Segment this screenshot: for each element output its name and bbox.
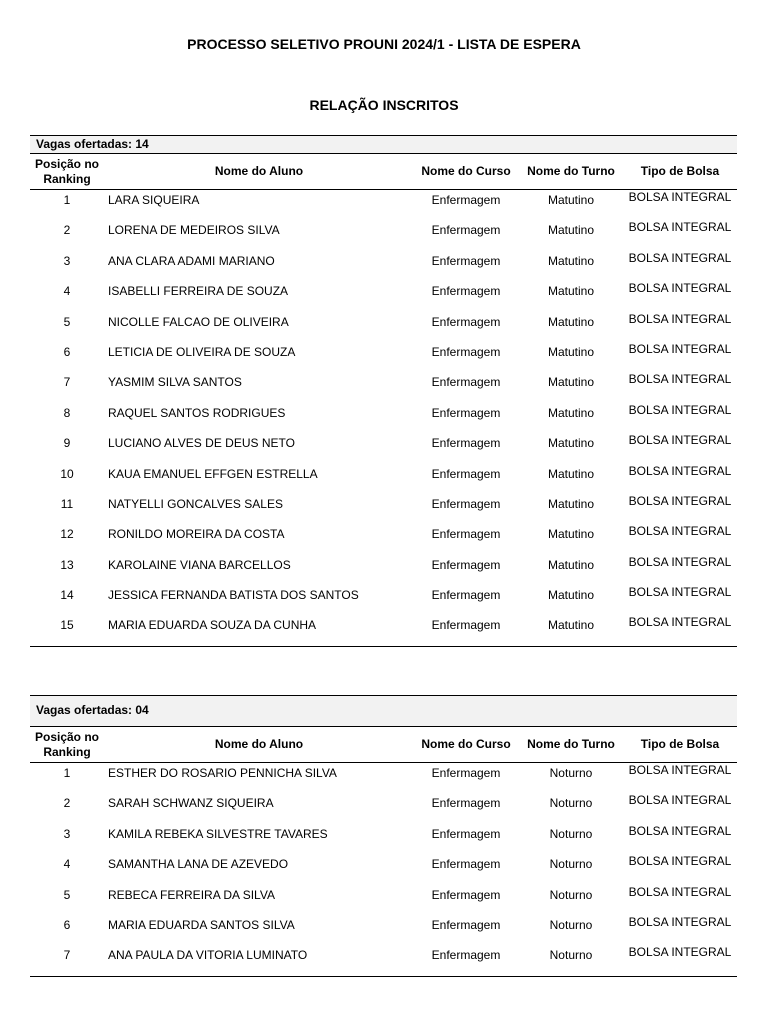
cell-posicao: 5 <box>63 314 71 329</box>
cell-nome: ANA PAULA DA VITORIA LUMINATO <box>108 948 308 963</box>
document-title: PROCESSO SELETIVO PROUNI 2024/1 - LISTA DE ESPERA <box>187 36 581 52</box>
header-turno: Nome do Turno <box>527 164 615 178</box>
cell-nome: MARIA EDUARDA SOUZA DA CUNHA <box>108 618 317 633</box>
cell-nome: SARAH SCHWANZ SIQUEIRA <box>108 796 274 811</box>
cell-nome: YASMIM SILVA SANTOS <box>108 375 242 390</box>
table-row <box>30 220 737 250</box>
cell-bolsa: BOLSA INTEGRAL <box>628 372 732 387</box>
section-matutino <box>30 135 737 647</box>
cell-bolsa: BOLSA INTEGRAL <box>628 884 732 899</box>
cell-curso: Enfermagem <box>431 948 501 963</box>
document-subtitle: RELAÇÃO INSCRITOS <box>309 97 459 113</box>
cell-curso: Enfermagem <box>431 284 501 299</box>
cell-turno: Matutino <box>547 588 595 603</box>
cell-bolsa: BOLSA INTEGRAL <box>628 311 732 326</box>
section-noturno <box>30 695 737 977</box>
table-row <box>30 251 737 281</box>
cell-curso: Enfermagem <box>431 405 501 420</box>
vagas-ofertadas: Vagas ofertadas: 14 <box>30 135 737 154</box>
cell-turno: Noturno <box>549 766 593 780</box>
table-row <box>30 945 737 975</box>
cell-posicao: 7 <box>63 948 71 963</box>
cell-turno: Noturno <box>549 796 593 811</box>
header-bolsa: Tipo de Bolsa <box>640 164 720 178</box>
table-row <box>30 885 737 915</box>
table-header <box>30 154 737 190</box>
cell-turno: Matutino <box>547 557 595 572</box>
table-row <box>30 585 737 615</box>
cell-curso: Enfermagem <box>431 826 501 841</box>
cell-curso: Enfermagem <box>431 253 501 268</box>
cell-curso: Enfermagem <box>431 466 501 481</box>
table-row <box>30 312 737 342</box>
cell-bolsa: BOLSA INTEGRAL <box>628 250 732 265</box>
cell-nome: LORENA DE MEDEIROS SILVA <box>108 223 280 238</box>
cell-turno: Noturno <box>549 948 593 963</box>
vagas-ofertadas: Vagas ofertadas: 04 <box>30 695 737 727</box>
cell-posicao: 2 <box>63 796 71 811</box>
cell-turno: Matutino <box>547 284 595 299</box>
table-row <box>30 372 737 402</box>
cell-posicao: 7 <box>63 375 71 390</box>
cell-bolsa: BOLSA INTEGRAL <box>628 554 732 569</box>
cell-nome: ESTHER DO ROSARIO PENNICHA SILVA <box>108 766 337 780</box>
table-row <box>30 433 737 463</box>
table-row <box>30 824 737 854</box>
cell-posicao: 1 <box>63 766 71 780</box>
cell-bolsa: BOLSA INTEGRAL <box>628 281 732 296</box>
table-row <box>30 763 737 793</box>
cell-bolsa: BOLSA INTEGRAL <box>628 945 732 960</box>
cell-turno: Matutino <box>547 344 595 359</box>
cell-curso: Enfermagem <box>431 917 501 932</box>
cell-turno: Matutino <box>547 405 595 420</box>
cell-nome: ANA CLARA ADAMI MARIANO <box>108 253 275 268</box>
cell-posicao: 4 <box>63 857 71 872</box>
header-curso: Nome do Curso <box>421 164 511 178</box>
cell-turno: Noturno <box>549 857 593 872</box>
cell-turno: Matutino <box>547 314 595 329</box>
table-row <box>30 190 737 220</box>
table-body <box>30 190 737 647</box>
cell-curso: Enfermagem <box>431 193 501 207</box>
cell-bolsa: BOLSA INTEGRAL <box>628 402 732 417</box>
table-row <box>30 793 737 823</box>
cell-curso: Enfermagem <box>431 618 501 633</box>
cell-nome: NATYELLI GONCALVES SALES <box>108 496 283 511</box>
cell-bolsa: BOLSA INTEGRAL <box>628 823 732 838</box>
cell-nome: NICOLLE FALCAO DE OLIVEIRA <box>108 314 289 329</box>
cell-nome: LARA SIQUEIRA <box>108 193 200 207</box>
cell-nome: MARIA EDUARDA SANTOS SILVA <box>108 917 295 932</box>
table-header <box>30 727 737 763</box>
cell-posicao: 4 <box>63 284 71 299</box>
cell-curso: Enfermagem <box>431 436 501 451</box>
cell-nome: LETICIA DE OLIVEIRA DE SOUZA <box>108 344 296 359</box>
cell-curso: Enfermagem <box>431 496 501 511</box>
cell-nome: SAMANTHA LANA DE AZEVEDO <box>108 857 289 872</box>
cell-bolsa: BOLSA INTEGRAL <box>628 463 732 478</box>
cell-posicao: 6 <box>63 344 71 359</box>
cell-posicao: 9 <box>63 436 71 451</box>
cell-turno: Matutino <box>547 193 595 207</box>
cell-curso: Enfermagem <box>431 766 501 780</box>
cell-nome: KAMILA REBEKA SILVESTRE TAVARES <box>108 826 328 841</box>
cell-turno: Matutino <box>547 223 595 238</box>
cell-bolsa: BOLSA INTEGRAL <box>628 190 732 204</box>
cell-nome: KAUA EMANUEL EFFGEN ESTRELLA <box>108 466 318 481</box>
cell-nome: LUCIANO ALVES DE DEUS NETO <box>108 436 295 451</box>
table-row <box>30 915 737 945</box>
table-row <box>30 403 737 433</box>
cell-turno: Noturno <box>549 826 593 841</box>
cell-curso: Enfermagem <box>431 588 501 603</box>
cell-turno: Noturno <box>549 917 593 932</box>
cell-turno: Matutino <box>547 436 595 451</box>
table-row <box>30 494 737 524</box>
header-curso: Nome do Curso <box>421 737 511 751</box>
cell-posicao: 5 <box>63 887 71 902</box>
cell-posicao: 1 <box>63 193 71 207</box>
cell-bolsa: BOLSA INTEGRAL <box>628 615 732 630</box>
cell-nome: RONILDO MOREIRA DA COSTA <box>108 527 285 542</box>
cell-posicao: 6 <box>63 917 71 932</box>
cell-nome: ISABELLI FERREIRA DE SOUZA <box>108 284 289 299</box>
cell-turno: Matutino <box>547 527 595 542</box>
cell-nome: JESSICA FERNANDA BATISTA DOS SANTOS <box>108 588 359 603</box>
cell-posicao: 3 <box>63 826 71 841</box>
cell-curso: Enfermagem <box>431 857 501 872</box>
header-nome: Nome do Aluno <box>214 164 304 178</box>
header-bolsa: Tipo de Bolsa <box>640 737 720 751</box>
cell-nome: REBECA FERREIRA DA SILVA <box>108 887 275 902</box>
header-nome: Nome do Aluno <box>214 737 304 751</box>
cell-turno: Matutino <box>547 253 595 268</box>
table-row <box>30 281 737 311</box>
cell-bolsa: BOLSA INTEGRAL <box>628 493 732 508</box>
header-turno: Nome do Turno <box>527 737 615 751</box>
table-row <box>30 342 737 372</box>
cell-bolsa: BOLSA INTEGRAL <box>628 341 732 356</box>
table-row <box>30 854 737 884</box>
cell-turno: Matutino <box>547 375 595 390</box>
cell-curso: Enfermagem <box>431 344 501 359</box>
cell-curso: Enfermagem <box>431 375 501 390</box>
cell-bolsa: BOLSA INTEGRAL <box>628 220 732 235</box>
cell-posicao: 12 <box>60 527 74 542</box>
cell-posicao: 8 <box>63 405 71 420</box>
cell-bolsa: BOLSA INTEGRAL <box>628 433 732 448</box>
cell-curso: Enfermagem <box>431 223 501 238</box>
table-row <box>30 524 737 554</box>
cell-bolsa: BOLSA INTEGRAL <box>628 524 732 539</box>
cell-bolsa: BOLSA INTEGRAL <box>628 914 732 929</box>
cell-curso: Enfermagem <box>431 796 501 811</box>
cell-bolsa: BOLSA INTEGRAL <box>628 763 732 777</box>
table-row <box>30 615 737 645</box>
table-row <box>30 555 737 585</box>
cell-bolsa: BOLSA INTEGRAL <box>628 854 732 869</box>
cell-curso: Enfermagem <box>431 887 501 902</box>
cell-nome: RAQUEL SANTOS RODRIGUES <box>108 405 286 420</box>
header-posicao: Posição no Ranking <box>34 156 99 186</box>
cell-posicao: 3 <box>63 253 71 268</box>
cell-posicao: 13 <box>60 557 74 572</box>
header-posicao: Posição no Ranking <box>34 729 99 759</box>
cell-posicao: 11 <box>60 496 74 511</box>
cell-posicao: 15 <box>60 618 74 633</box>
cell-turno: Matutino <box>547 466 595 481</box>
cell-posicao: 10 <box>60 466 74 481</box>
cell-turno: Matutino <box>547 496 595 511</box>
cell-turno: Noturno <box>549 887 593 902</box>
cell-bolsa: BOLSA INTEGRAL <box>628 585 732 600</box>
cell-curso: Enfermagem <box>431 527 501 542</box>
cell-bolsa: BOLSA INTEGRAL <box>628 793 732 808</box>
cell-nome: KAROLAINE VIANA BARCELLOS <box>108 557 291 572</box>
cell-curso: Enfermagem <box>431 557 501 572</box>
cell-curso: Enfermagem <box>431 314 501 329</box>
cell-posicao: 14 <box>60 588 74 603</box>
cell-turno: Matutino <box>547 618 595 633</box>
cell-posicao: 2 <box>63 223 71 238</box>
table-body <box>30 763 737 977</box>
table-row <box>30 464 737 494</box>
